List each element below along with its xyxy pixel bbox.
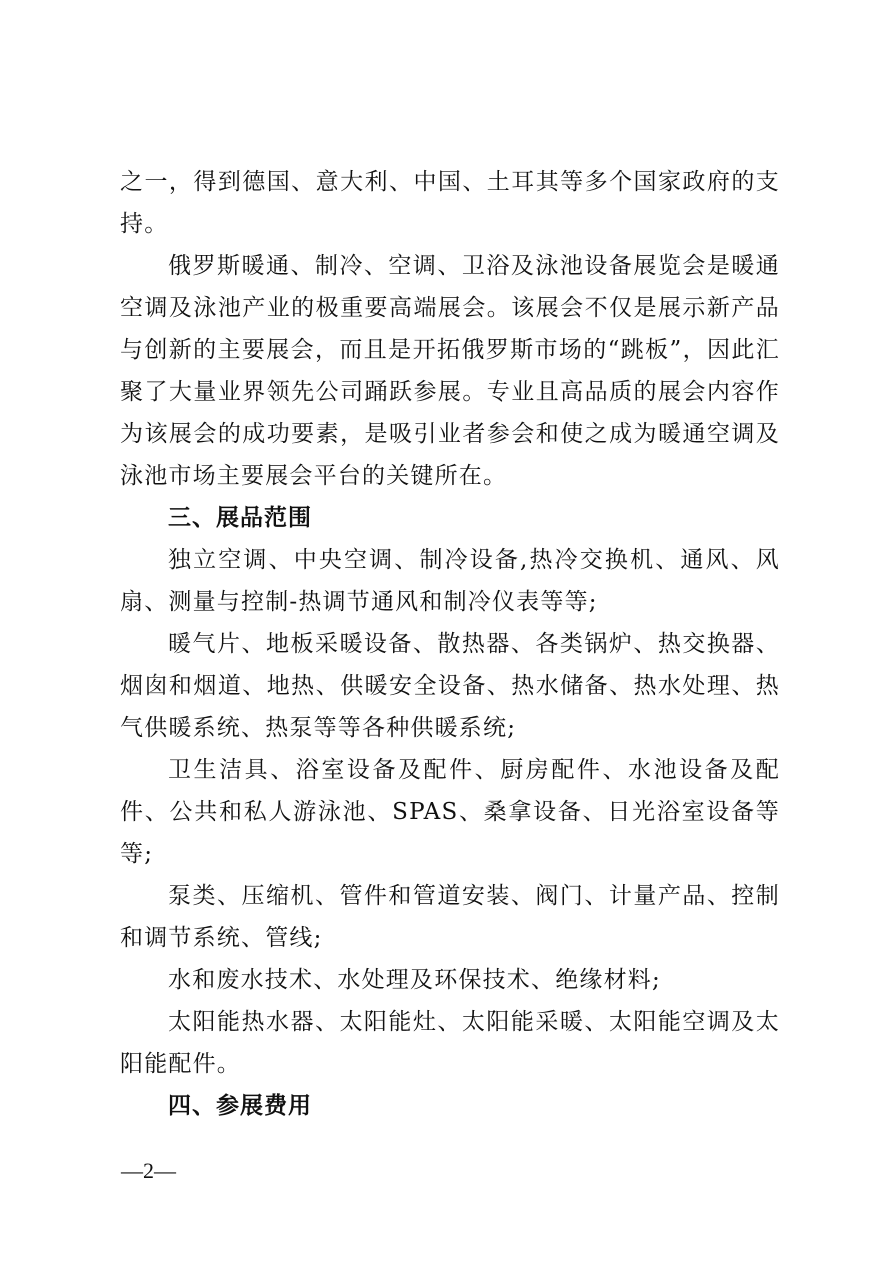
paragraph-sanitary: 卫生洁具、浴室设备及配件、厨房配件、水池设备及配件、公共和私人游泳池、SPAS、桑拿设备、日光浴室设备等等; bbox=[120, 757, 780, 867]
paragraph-water-treatment: 水和废水技术、水处理及环保技术、绝缘材料; bbox=[168, 967, 661, 993]
section-heading-fees: 四、参展费用 bbox=[168, 1093, 312, 1119]
paragraph-heating: 暖气片、地板采暖设备、散热器、各类锅炉、热交换器、烟囱和烟道、地热、供暖安全设备、热水储备、热水处理、热气供暖系统、热泵等等各种供暖系统; bbox=[120, 631, 780, 741]
paragraph-air-conditioning: 独立空调、中央空调、制冷设备,热冷交换机、通风、风扇、测量与控制-热调节通风和制冷仪表等等; bbox=[120, 547, 780, 615]
paragraph-pumps: 泵类、压缩机、管件和管道安装、阀门、计量产品、控制和调节系统、管线; bbox=[120, 883, 780, 951]
paragraph-solar: 太阳能热水器、太阳能灶、太阳能采暖、太阳能空调及太阳能配件。 bbox=[120, 1009, 780, 1077]
paragraph-continuation: 之一，得到德国、意大利、中国、土耳其等多个国家政府的支持。 bbox=[120, 169, 780, 237]
section-heading-exhibit-scope: 三、展品范围 bbox=[168, 505, 312, 531]
page-number: —2— bbox=[121, 1158, 176, 1183]
paragraph-exhibition-intro: 俄罗斯暖通、制冷、空调、卫浴及泳池设备展览会是暖通空调及泳池产业的极重要高端展会。该展会不仅是展示新产品与创新的主要展会，而且是开拓俄罗斯市场的“跳板”，因此汇聚了大量业界领先公司踊跃参展。专业且高品质的展会内容作为该展会的成功要素，是吸引业者参会和使之成为暖通空调及泳池市场主要展会平台的关键所在。 bbox=[120, 253, 780, 489]
document-body bbox=[120, 161, 780, 1127]
